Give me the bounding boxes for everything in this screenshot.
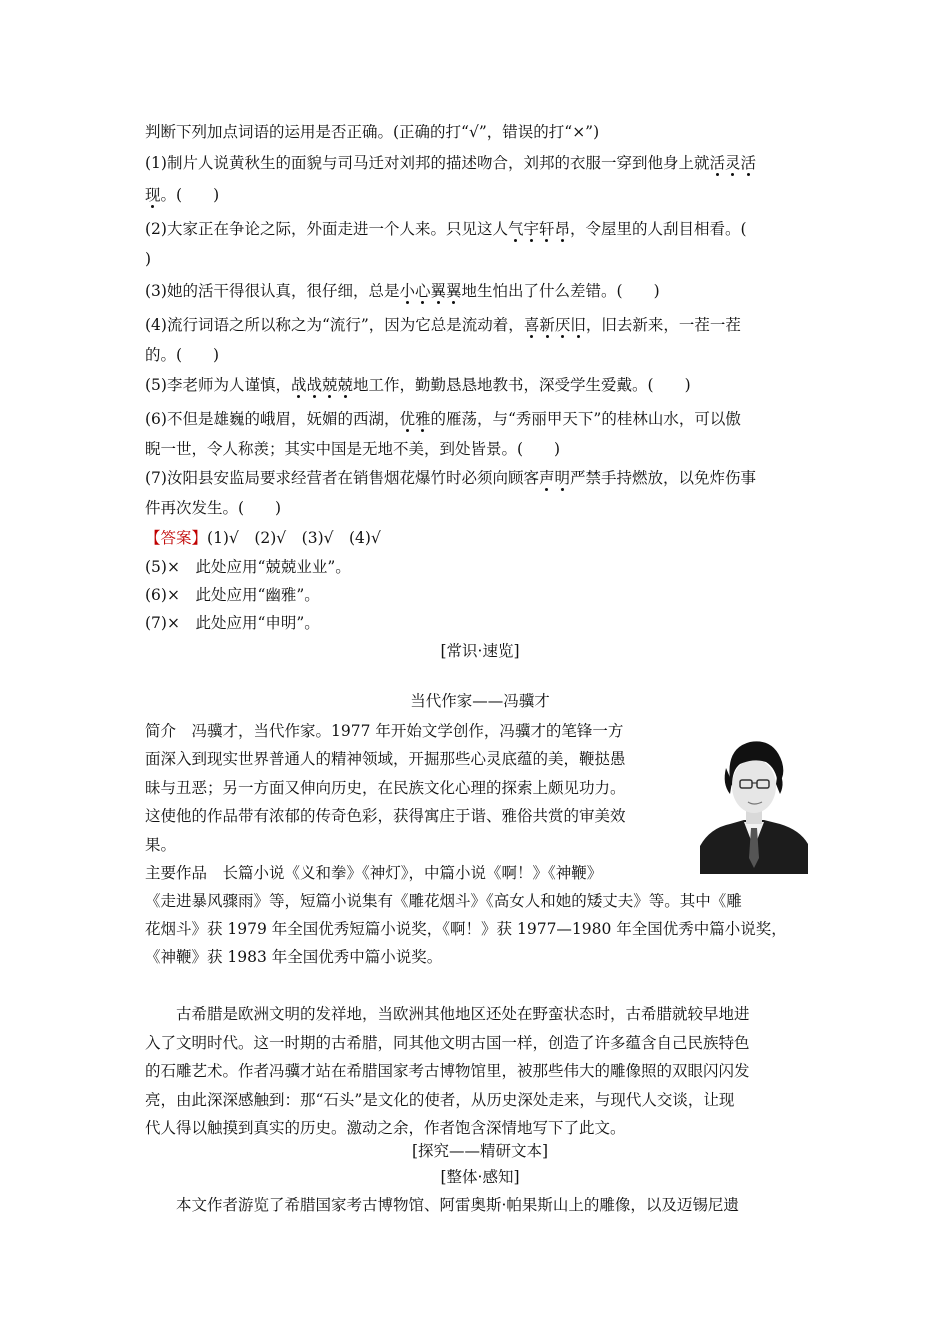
answer-label: 【答案】 (145, 529, 208, 547)
answer-7: (7)× 此处应用“申明”。 (145, 614, 320, 632)
instruction-line: 判断下列加点词语的运用是否正确。(正确的打“√”，错误的打“×”) (145, 123, 600, 141)
section-whole-heading: [整体·感知] (440, 1168, 520, 1186)
background-line: 入了文明时代。这一时期的古希腊，同其他文明古国一样，创造了许多蕴含自己民族特色 (145, 1034, 750, 1052)
works-line: 花烟斗》获 1979 年全国优秀短篇小说奖，《啊！》获 1977—1980 年全国优秀中篇小说奖， (145, 920, 787, 938)
intro-line: 果。 (145, 836, 177, 854)
intro-line: 昧与丑恶；另一方面又伸向历史，在民族文化心理的探索上颇见功力。 (145, 779, 626, 797)
question-4-line-2: 的。( ) (145, 346, 220, 364)
background-line: 亮，由此深深感触到：那“石头”是文化的使者，从历史深处走来，与现代人交谈，让现 (145, 1091, 735, 1109)
question-3-line: (3)她的活干得很认真，很仔细，总是小心翼翼地生怕出了什么差错。( ) (145, 282, 660, 300)
background-line: 的石雕艺术。作者冯骥才站在希腊国家考古博物馆里，被那些伟大的雕像照的双眼闪闪发 (145, 1062, 750, 1080)
intro-line: 简介 冯骥才，当代作家。1977 年开始文学创作，冯骥才的笔锋一方 (145, 722, 624, 740)
background-line: 古希腊是欧洲文明的发祥地，当欧洲其他地区还处在野蛮状态时，古希腊就较早地进 (145, 1005, 750, 1023)
question-7-line-2: 件再次发生。( ) (145, 499, 282, 517)
question-2-line-1: (2)大家正在争论之际，外面走进一个人来。只见这人气宇轩昂，令屋里的人刮目相看。( (145, 220, 747, 238)
works-line: 《神鞭》获 1983 年全国优秀中篇小说奖。 (145, 948, 443, 966)
works-line: 《走进暴风骤雨》等，短篇小说集有《雕花烟斗》《高女人和她的矮丈夫》等。其中《雕 (145, 892, 742, 910)
intro-line: 面深入到现实世界普通人的精神领域，开掘那些心灵底蕴的美，鞭挞愚 (145, 750, 626, 768)
question-1-line-2: 现。( ) (145, 186, 220, 204)
question-2-line-2: ) (145, 250, 152, 268)
author-portrait (700, 728, 808, 874)
background-line: 代人得以触摸到真实的历史。激动之余，作者饱含深情地写下了此文。 (145, 1119, 626, 1137)
body-line: 本文作者游览了希腊国家考古博物馆、阿雷奥斯·帕果斯山上的雕像，以及迈锡尼遗 (145, 1196, 739, 1214)
intro-line: 这使他的作品带有浓郁的传奇色彩，获得寓庄于谐、雅俗共赏的审美效 (145, 807, 626, 825)
author-title: 当代作家——冯骥才 (410, 692, 550, 710)
question-6-line-2: 睨一世，令人称羡；其实中国是无地不美，到处皆景。( ) (145, 440, 561, 458)
section-common-heading: [常识·速览] (440, 642, 520, 660)
question-7-line-1: (7)汝阳县安监局要求经营者在销售烟花爆竹时必须向顾客声明严禁手持燃放，以免炸伤事 (145, 469, 757, 487)
question-1-line-1: (1)制片人说黄秋生的面貌与司马迁对刘邦的描述吻合，刘邦的衣服一穿到他身上就活灵活 (145, 154, 757, 172)
question-5-line: (5)李老师为人谨慎，战战兢兢地工作，勤勤恳恳地教书，深受学生爱戴。( ) (145, 376, 691, 394)
answer-line: 【答案】(1)√ (2)√ (3)√ (4)√ (145, 529, 381, 547)
question-6-line-1: (6)不但是雄巍的峨眉，妩媚的西湖，优雅的雁荡，与“秀丽甲天下”的桂林山水，可以傲 (145, 410, 741, 428)
section-explore-heading: [探究——精研文本] (411, 1142, 549, 1160)
answer-5: (5)× 此处应用“兢兢业业”。 (145, 558, 351, 576)
works-line: 主要作品 长篇小说《义和拳》《神灯》，中篇小说《啊！》《神鞭》 (145, 864, 603, 882)
question-4-line-1: (4)流行词语之所以称之为“流行”，因为它总是流动着，喜新厌旧，旧去新来，一茬一茬 (145, 316, 741, 334)
answer-6: (6)× 此处应用“幽雅”。 (145, 586, 320, 604)
